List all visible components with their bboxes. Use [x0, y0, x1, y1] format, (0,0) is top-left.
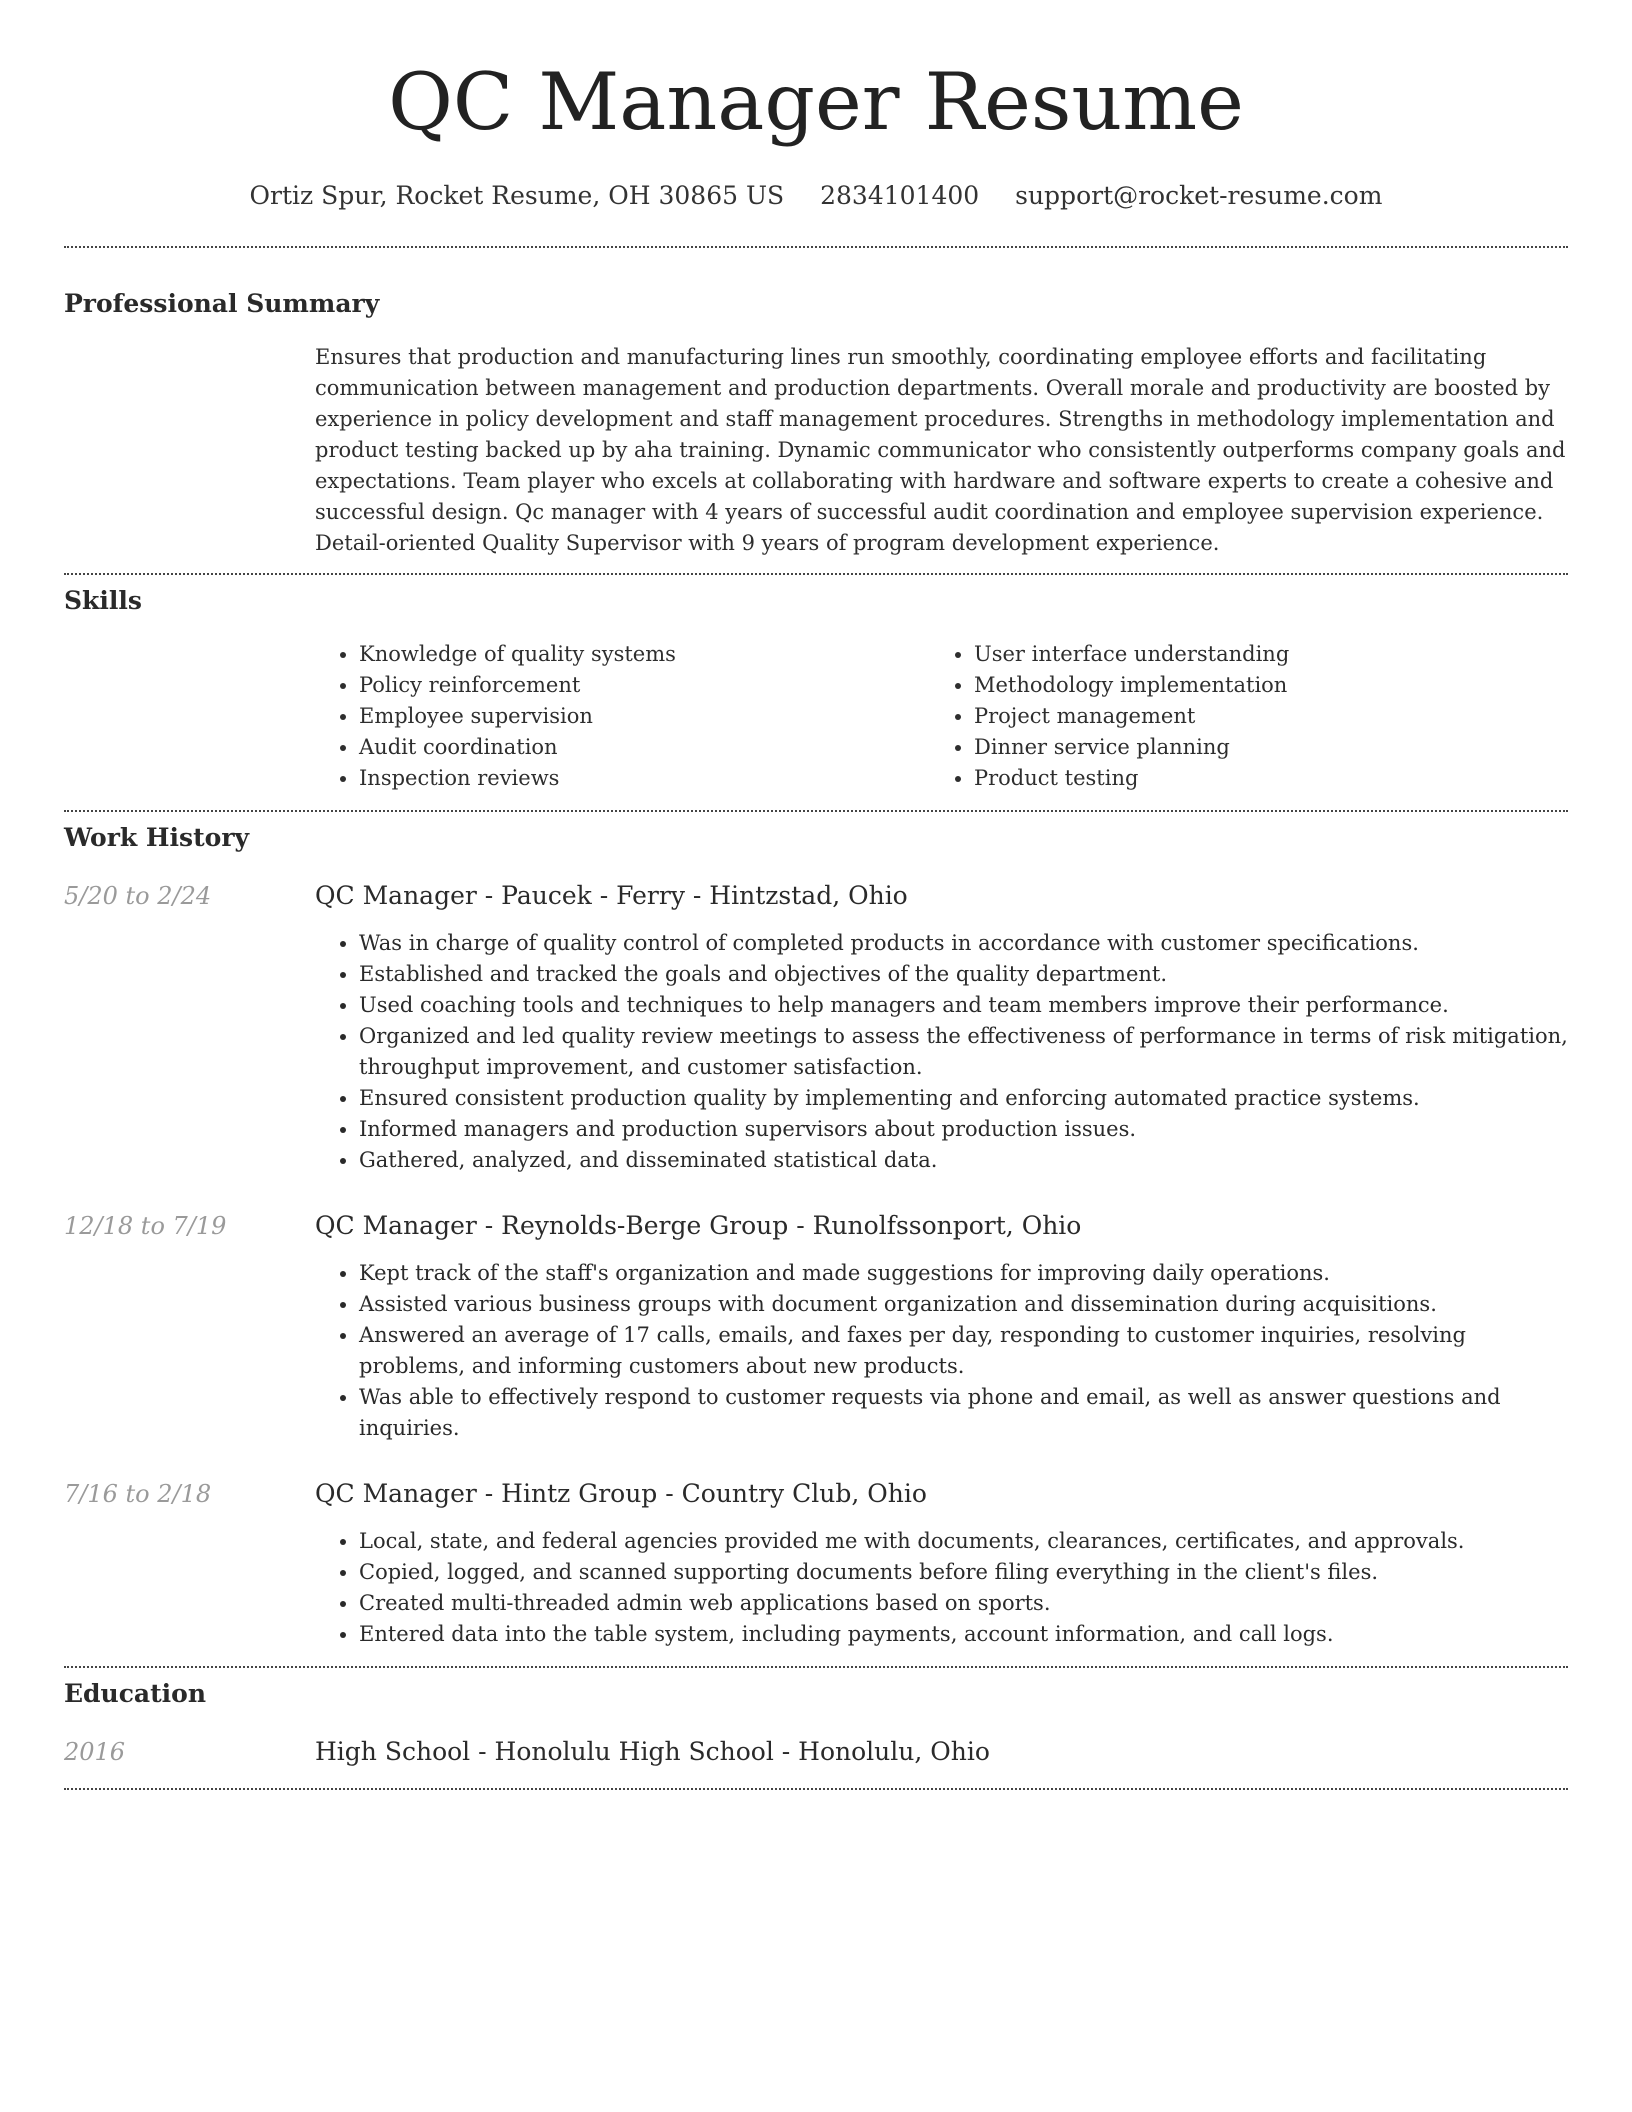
job-bullets: [315, 928, 1568, 1176]
skill-item: • Product testing: [974, 763, 1545, 794]
skill-item: • Audit coordination: [359, 732, 930, 763]
job-entry: [64, 1478, 1568, 1650]
skill-item: • Methodology implementation: [974, 670, 1545, 701]
job-bullet: • Established and tracked the goals and objectives of the quality department.: [359, 959, 1568, 990]
skills-section: [64, 575, 1568, 794]
skills-list: [315, 639, 1568, 794]
skills-column-right: [930, 639, 1545, 794]
job-title: QC Manager - Paucek - Ferry - Hintzstad, Ohio: [315, 881, 908, 910]
education-header: [64, 1736, 1568, 1768]
job-header: [64, 1478, 1568, 1510]
summary-text: Ensures that production and manufacturing lines run smoothly, coordinating employee efforts and facilitating communication between management and production departments. Overall morale and productivity are boosted by experience in policy development and staff management procedures. Strengths in methodology implementation and product testing backed up by aha training. Dynamic communicator who consistently outperforms company goals and expectations. Team player who excels at collaborating with hardware and software experts to create a cohesive and successful design. Qc manager with 4 years of successful audit coordination and employee supervision experience. Detail-oriented Quality Supervisor with 9 years of program development experience.: [315, 345, 1566, 555]
job-bullet: • Was able to effectively respond to customer requests via phone and email, as well as answer questions and inquiries.: [359, 1382, 1568, 1444]
education-divider: [64, 1788, 1568, 1790]
job-title: QC Manager - Hintz Group - Country Club, Ohio: [315, 1479, 927, 1508]
skill-item: • Policy reinforcement: [359, 670, 930, 701]
work-section: [64, 812, 1568, 1650]
skills-column-left: [315, 639, 930, 794]
job-header: [64, 1210, 1568, 1242]
skill-item: • Project management: [974, 701, 1545, 732]
summary-content: [315, 342, 1568, 559]
job-bullet: • Entered data into the table system, including payments, account information, and call logs.: [359, 1619, 1568, 1650]
job-bullets: [315, 1526, 1568, 1650]
contact-email: support@rocket-resume.com: [1015, 181, 1383, 210]
job-bullet: • Used coaching tools and techniques to help managers and team members improve their performance.: [359, 990, 1568, 1021]
job-bullet: • Local, state, and federal agencies provided me with documents, clearances, certificates, and approvals.: [359, 1526, 1568, 1557]
job-bullet: • Copied, logged, and scanned supporting documents before filing everything in the client's files.: [359, 1557, 1568, 1588]
job-bullet: • Informed managers and production supervisors about production issues.: [359, 1114, 1568, 1145]
job-bullet: • Created multi-threaded admin web applications based on sports.: [359, 1588, 1568, 1619]
summary-section: [64, 248, 1568, 559]
job-bullet: • Was in charge of quality control of completed products in accordance with customer specifications.: [359, 928, 1568, 959]
job-bullet: • Gathered, analyzed, and disseminated statistical data.: [359, 1145, 1568, 1176]
job-bullet: • Answered an average of 17 calls, emails, and faxes per day, responding to customer inquiries, resolving problems, and informing customers about new products.: [359, 1320, 1568, 1382]
skill-item: • Dinner service planning: [974, 732, 1545, 763]
education-date: 2016: [64, 1738, 126, 1766]
skill-item: • Employee supervision: [359, 701, 930, 732]
resume-page: [64, 0, 1568, 1790]
education-entry: [64, 1736, 1568, 1768]
job-bullets: [315, 1258, 1568, 1444]
job-entry: [64, 880, 1568, 1176]
skill-item: • Knowledge of quality systems: [359, 639, 930, 670]
skills-heading: Skills: [64, 586, 142, 615]
skill-item: • Inspection reviews: [359, 763, 930, 794]
education-title: High School - Honolulu High School - Honolulu, Ohio: [315, 1737, 990, 1766]
contact-line: [64, 180, 1568, 212]
job-bullet: • Ensured consistent production quality by implementing and enforcing automated practice systems.: [359, 1083, 1568, 1114]
job-bullet: • Assisted various business groups with document organization and dissemination during acquisitions.: [359, 1289, 1568, 1320]
job-header: [64, 880, 1568, 912]
job-entry: [64, 1210, 1568, 1444]
contact-phone: 2834101400: [820, 181, 980, 210]
job-bullet: • Kept track of the staff's organization and made suggestions for improving daily operations.: [359, 1258, 1568, 1289]
resume-title: QC Manager Resume: [388, 56, 1244, 148]
education-section: [64, 1668, 1568, 1768]
job-bullet: • Organized and led quality review meetings to assess the effectiveness of performance in terms of risk mitigation, throughput improvement, and customer satisfaction.: [359, 1021, 1568, 1083]
summary-heading: Professional Summary: [64, 289, 380, 318]
work-heading: Work History: [64, 823, 250, 852]
skill-item: • User interface understanding: [974, 639, 1545, 670]
job-title: QC Manager - Reynolds-Berge Group - Runolfssonport, Ohio: [315, 1211, 1082, 1240]
education-heading: Education: [64, 1679, 207, 1708]
job-date: 5/20 to 2/24: [64, 882, 212, 910]
contact-address: Ortiz Spur, Rocket Resume, OH 30865 US: [249, 181, 785, 210]
job-date: 12/18 to 7/19: [64, 1212, 227, 1240]
job-date: 7/16 to 2/18: [64, 1480, 212, 1508]
